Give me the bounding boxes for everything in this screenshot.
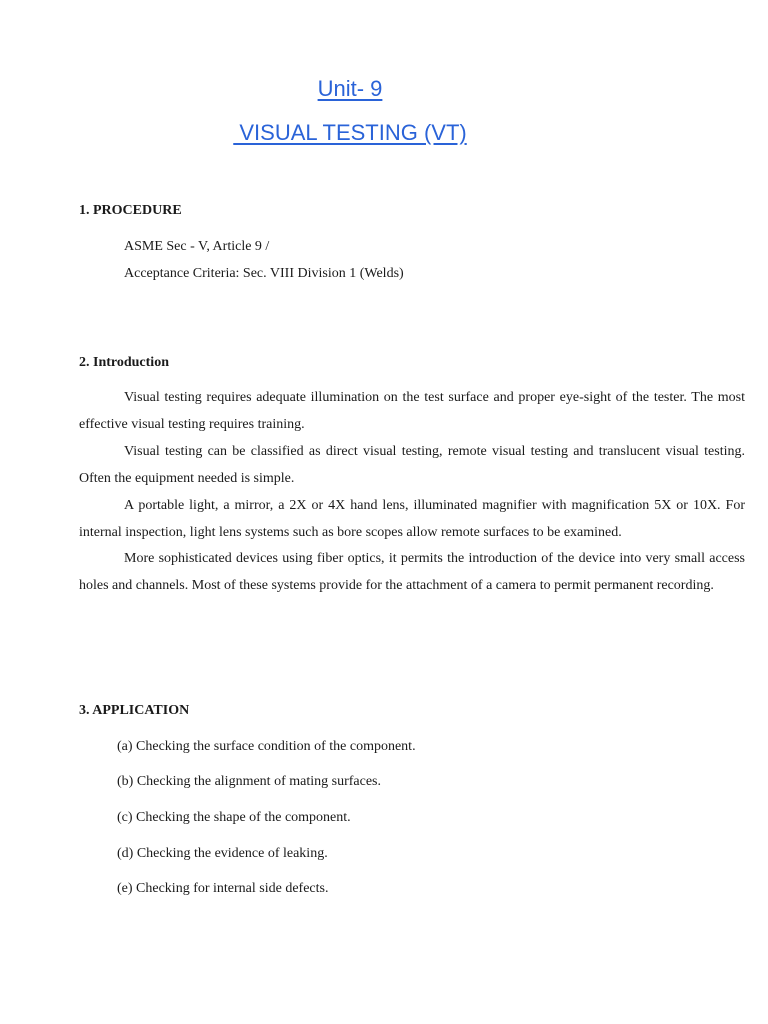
procedure-heading: 1. PROCEDURE bbox=[79, 203, 182, 218]
introduction-paragraph: Visual testing requires adequate illumination on the test surface and proper eye-sight of the tester. The most effective visual testing requires training. bbox=[79, 390, 745, 432]
application-item: (b) Checking the alignment of mating surfaces. bbox=[117, 774, 381, 789]
application-heading: 3. APPLICATION bbox=[79, 703, 190, 718]
application-item: (a) Checking the surface condition of the component. bbox=[117, 739, 416, 754]
introduction-paragraph: Visual testing can be classified as direct visual testing, remote visual testing and translucent visual testing. Often the equipment needed is simple. bbox=[79, 444, 745, 486]
application-item: (c) Checking the shape of the component. bbox=[117, 810, 351, 825]
unit-title: Unit- 9 bbox=[317, 76, 383, 101]
introduction-paragraph: More sophisticated devices using fiber optics, it permits the introduction of the device into very small access holes and channels. Most of these systems provide for the attachment of a camera to permit permanent recording. bbox=[79, 551, 745, 593]
procedure-line: ASME Sec - V, Article 9 / bbox=[124, 239, 270, 254]
introduction-heading: 2. Introduction bbox=[79, 355, 169, 370]
application-item: (d) Checking the evidence of leaking. bbox=[117, 846, 328, 861]
main-title: VISUAL TESTING (VT) bbox=[233, 120, 467, 145]
application-item: (e) Checking for internal side defects. bbox=[117, 881, 329, 896]
procedure-line: Acceptance Criteria: Sec. VIII Division 1 (Welds) bbox=[124, 266, 404, 281]
introduction-paragraph: A portable light, a mirror, a 2X or 4X hand lens, illuminated magnifier with magnification 5X or 10X. For internal inspection, light lens systems such as bore scopes allow remote surfaces to be examined. bbox=[79, 498, 745, 540]
